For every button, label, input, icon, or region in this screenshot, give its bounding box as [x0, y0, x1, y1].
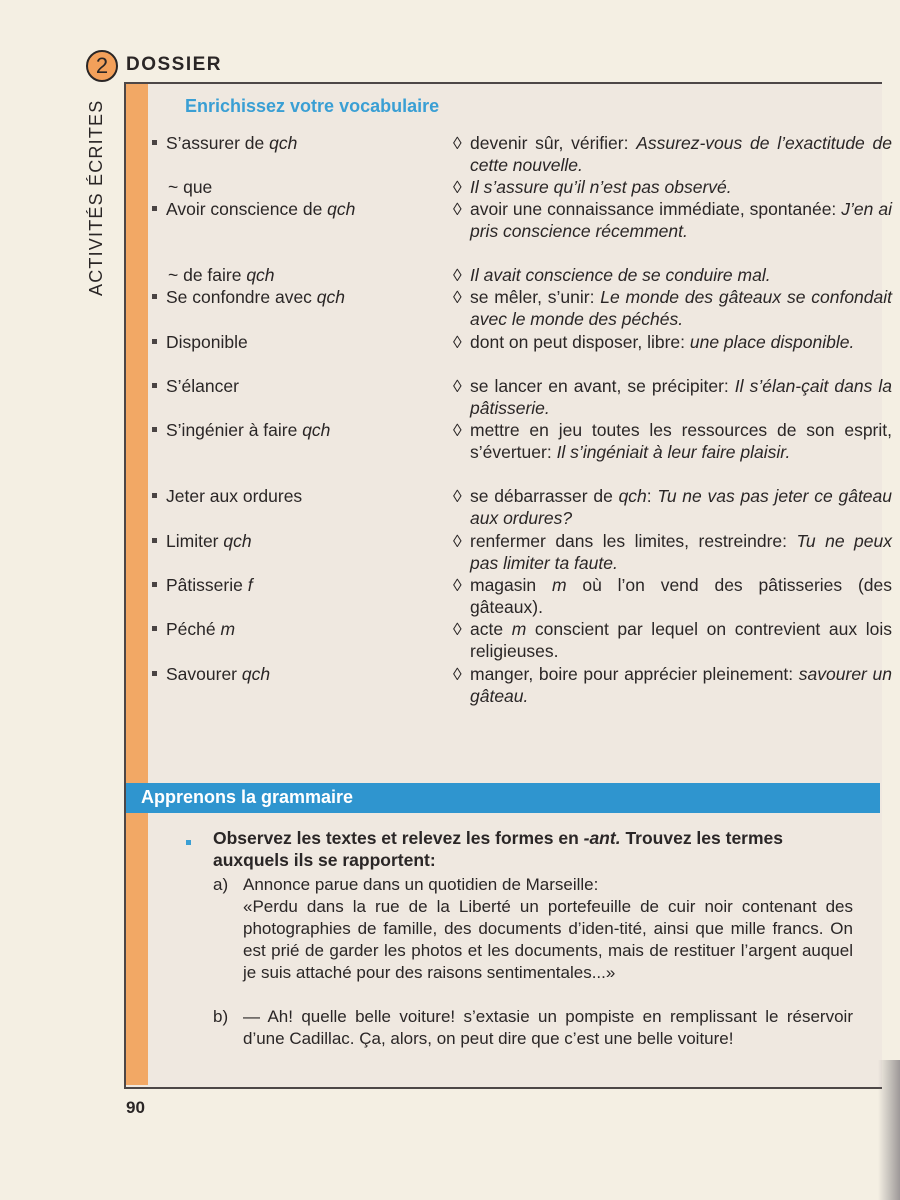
- vocab-definition: ◊ se débarrasser de qch: Tu ne vas pas jeter ce gâteau aux ordures?: [453, 486, 892, 528]
- bullet-icon: [152, 538, 157, 543]
- vocab-term: Pâtisserie f: [152, 575, 253, 596]
- grammar-section-title: Apprenons la grammaire: [141, 787, 354, 807]
- bullet-icon: [152, 427, 157, 432]
- dossier-number-badge: 2: [86, 50, 118, 82]
- vocab-definition: ◊ acte m conscient par lequel on contrevient aux lois religieuses.: [453, 619, 892, 661]
- dossier-title: DOSSIER: [126, 54, 223, 75]
- vocab-term: Péché m: [152, 619, 235, 640]
- diamond-icon: ◊: [453, 664, 462, 684]
- vocab-term: S’élancer: [152, 376, 239, 397]
- vocab-definition: ◊ se lancer en avant, se précipiter: Il s’élan-çait dans la pâtisserie.: [453, 376, 892, 418]
- diamond-icon: ◊: [453, 287, 462, 307]
- bullet-icon: [152, 140, 157, 145]
- vocab-term: Se confondre avec qch: [152, 287, 345, 308]
- vocab-definition: ◊ renfermer dans les limites, restreindre: Tu ne peux pas limiter ta faute.: [453, 531, 892, 573]
- vocab-definition: ◊ manger, boire pour apprécier pleinement: savourer un gâteau.: [453, 664, 892, 706]
- diamond-icon: ◊: [453, 133, 462, 153]
- vocab-definition: ◊ Il s’assure qu’il n’est pas observé.: [453, 177, 732, 197]
- vocab-term: S’ingénier à faire qch: [152, 420, 330, 441]
- bullet-icon: [152, 383, 157, 388]
- side-section-label: ACTIVITÉS ÉCRITES: [86, 99, 106, 296]
- vocab-term: Avoir conscience de qch: [152, 199, 355, 220]
- exercise-bullet-icon: [186, 840, 191, 845]
- page-number: 90: [126, 1098, 145, 1117]
- bullet-icon: [152, 626, 157, 631]
- diamond-icon: ◊: [453, 199, 462, 219]
- vocab-term: ~ de faire qch: [168, 265, 275, 285]
- exercise-item-a: [213, 874, 853, 984]
- vocab-term: S’assurer de qch: [152, 133, 297, 154]
- diamond-icon: ◊: [453, 486, 462, 506]
- vocab-definition: ◊ devenir sûr, vérifier: Assurez-vous de l’exactitude de cette nouvelle.: [453, 133, 893, 175]
- bullet-icon: [152, 294, 157, 299]
- item-label: a): [213, 875, 229, 894]
- diamond-icon: ◊: [453, 332, 462, 352]
- vocab-term: Limiter qch: [152, 531, 252, 552]
- item-label: b): [213, 1007, 229, 1026]
- vocab-section-title: Enrichissez votre vocabulaire: [185, 96, 440, 116]
- diamond-icon: ◊: [453, 376, 462, 396]
- diamond-icon: ◊: [453, 265, 462, 285]
- grammar-section-header: [126, 783, 880, 813]
- vocab-definition: ◊ se mêler, s’unir: Le monde des gâteaux se confondait avec le monde des péchés.: [453, 287, 893, 329]
- diamond-icon: ◊: [453, 619, 462, 639]
- bullet-icon: [152, 206, 157, 211]
- vocab-definition: ◊ Il avait conscience de se conduire mal.: [453, 265, 771, 285]
- diamond-icon: ◊: [453, 177, 462, 197]
- bullet-icon: [152, 339, 157, 344]
- page-edge-shadow: [878, 1060, 900, 1200]
- vocab-term: Savourer qch: [152, 664, 270, 685]
- vocab-term: ~ que: [168, 177, 213, 197]
- orange-side-bar: [126, 84, 148, 1085]
- diamond-icon: ◊: [453, 420, 462, 440]
- bullet-icon: [152, 671, 157, 676]
- item-b-text: — Ah! quelle belle voiture! s’extasie un pompiste en remplissant le réservoir d’une Cadillac. Ça, alors, on peut dire que c’est une belle voiture!: [243, 1007, 853, 1048]
- item-a-intro: Annonce parue dans un quotidien de Marseille:: [243, 875, 599, 894]
- vocab-definition: ◊ mettre en jeu toutes les ressources de son esprit, s’évertuer: Il s’ingéniait à leur faire plaisir.: [453, 420, 892, 462]
- vocab-definition: ◊ avoir une connaissance immédiate, spontanée: J’en ai pris conscience récemment.: [453, 199, 892, 241]
- bullet-icon: [152, 493, 157, 498]
- diamond-icon: ◊: [453, 531, 462, 551]
- vocab-definition: ◊ dont on peut disposer, libre: une place disponible.: [453, 332, 855, 352]
- vocab-term: Jeter aux ordures: [152, 486, 302, 507]
- exercise-item-b: [213, 1006, 853, 1050]
- diamond-icon: ◊: [453, 575, 462, 595]
- vocab-term: Disponible: [152, 332, 248, 353]
- exercise-instruction: Observez les textes et relevez les formes en -ant. Trouvez les termes auxquels ils se rapportent:: [213, 828, 784, 870]
- vocab-definition: ◊ magasin m où l’on vend des pâtisseries (des gâteaux).: [453, 575, 892, 617]
- item-a-quote: «Perdu dans la rue de la Liberté un portefeuille de cuir noir contenant des photographies de famille, des documents d’iden-tité, ainsi que mille francs. On est prié de garder les photos et les documents, mais de restituer l’argent auquel je suis attaché pour des raisons sentimentales...»: [243, 897, 853, 982]
- bullet-icon: [152, 582, 157, 587]
